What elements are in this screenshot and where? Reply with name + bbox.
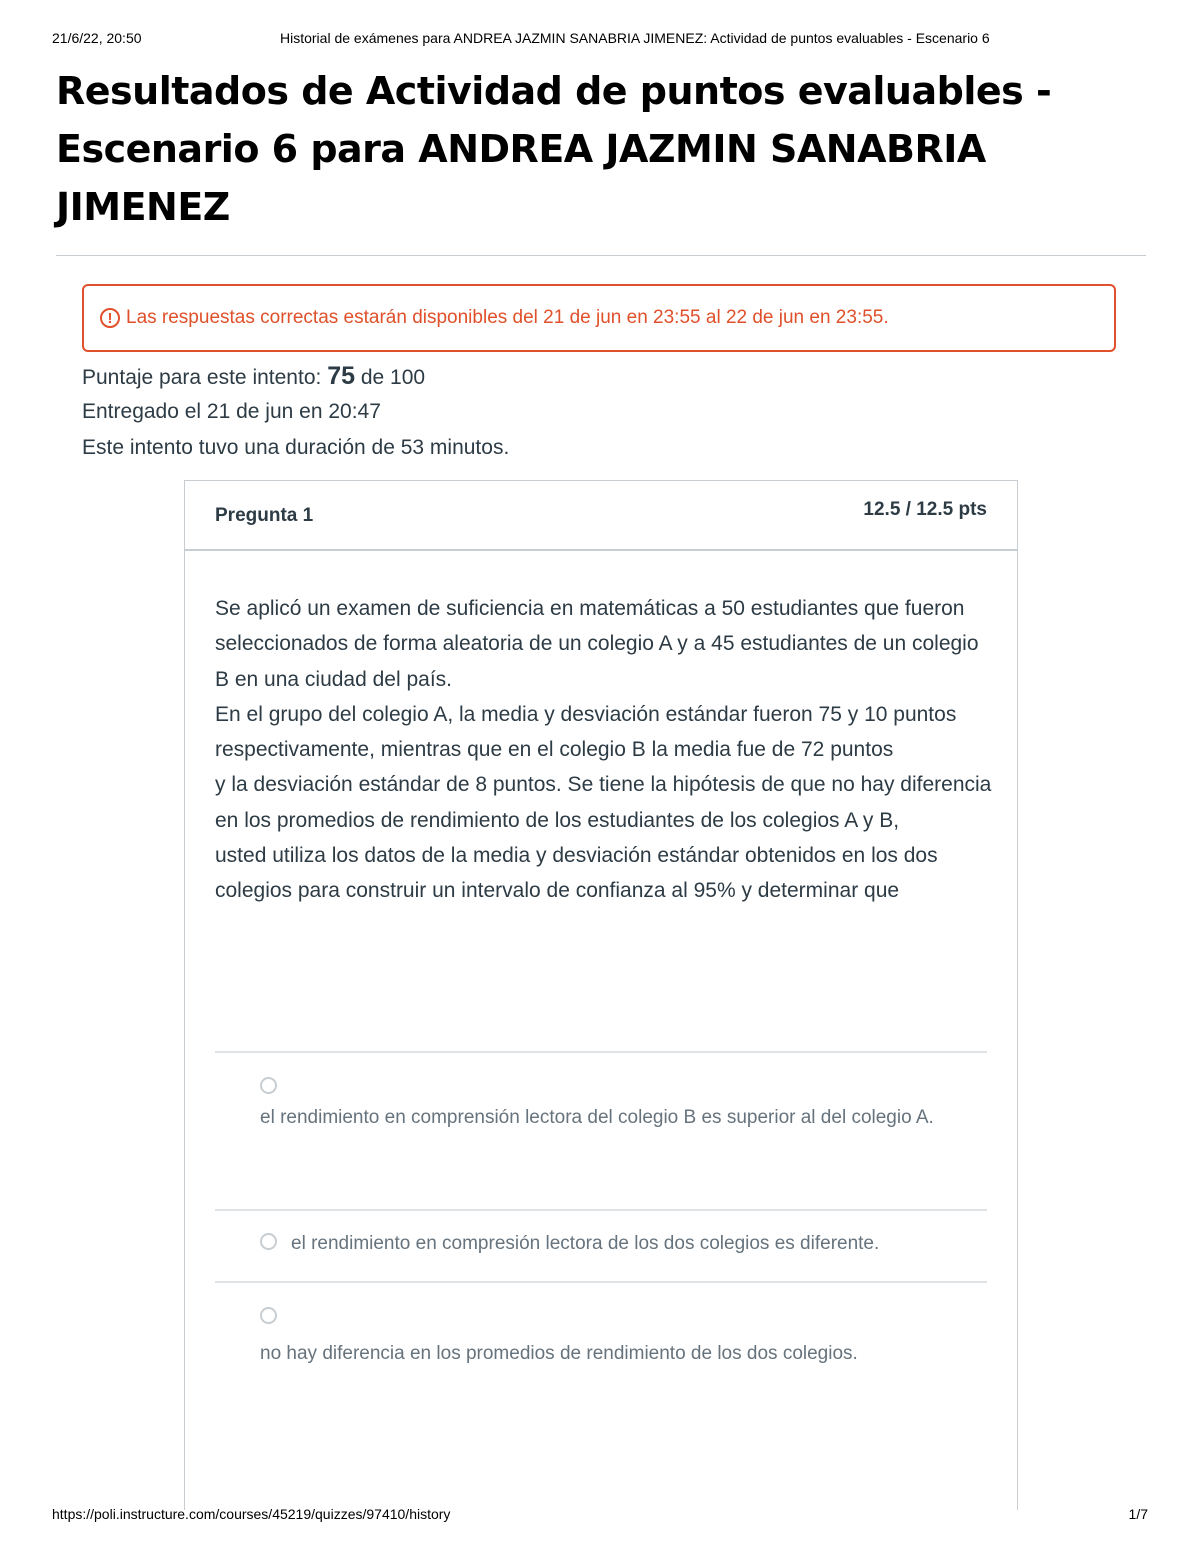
question-text [215,591,995,909]
answers-availability-alert [82,284,1116,352]
answer-text: el rendimiento en compresión lectora de los dos colegios es diferente. [291,1233,880,1254]
print-date: 21/6/22, 20:50 [52,30,142,46]
question-text-paragraph: Se aplicó un examen de suficiencia en matemáticas a 50 estudiantes que fueron seleccionados de forma aleatoria de un colegio A y a 45 estudiantes de un colegio B en una ciudad del país. [215,597,979,691]
question-text-paragraph: En el grupo del colegio A, la media y desviación estándar fueron 75 y 10 puntos respectivamente, mientras que en el colegio B la media fue de 72 puntos [215,702,957,762]
duration-line: Este intento tuvo una duración de 53 minutos. [82,436,510,459]
answer-option[interactable] [215,1209,987,1281]
answer-text: el rendimiento en comprensión lectora del colegio B es superior al del colegio A. [260,1107,934,1128]
answer-text: no hay diferencia en los promedios de rendimiento de los dos colegios. [260,1343,858,1364]
question-header [185,481,1017,551]
exclamation-circle-icon: ! [100,308,120,328]
score-label: Puntaje para este intento: [82,366,322,389]
print-url: https://poli.instructure.com/courses/45219/quizzes/97410/history [52,1506,451,1522]
radio-button[interactable] [260,1233,277,1250]
page-title: Resultados de Actividad de puntos evaluables - Escenario 6 para ANDREA JAZMIN SANABRIA JIMENEZ [56,69,1052,229]
question-points: 12.5 / 12.5 pts [863,499,987,520]
title-divider [56,255,1146,256]
score-line [82,358,509,394]
question-card [184,480,1018,1510]
radio-button[interactable] [260,1307,277,1324]
question-title: Pregunta 1 [215,505,314,526]
question-text-paragraph: y la desviación estándar de 8 puntos. Se tiene la hipótesis de que no hay diferencia en los promedios de rendimiento de los estudiantes de los colegios A y B, [215,773,992,832]
radio-button[interactable] [260,1077,277,1094]
answer-option[interactable] [215,1051,987,1209]
attempt-summary [82,358,509,466]
answer-list [215,1051,987,1403]
answer-option[interactable] [215,1281,987,1403]
alert-text: Las respuestas correctas estarán disponibles del 21 de jun en 23:55 al 22 de jun en 23:55. [126,307,889,328]
print-document-title: Historial de exámenes para ANDREA JAZMIN SANABRIA JIMENEZ: Actividad de puntos evaluables - Escenario 6 [280,30,990,46]
print-page-number: 1/7 [1128,1506,1148,1522]
score-value: 75 [327,362,355,390]
question-text-paragraph: usted utiliza los datos de la media y desviación estándar obtenidos en los dos colegios para construir un intervalo de confianza al 95% y determinar que [215,844,938,903]
submitted-line: Entregado el 21 de jun en 20:47 [82,400,381,423]
score-total: de 100 [360,366,426,389]
